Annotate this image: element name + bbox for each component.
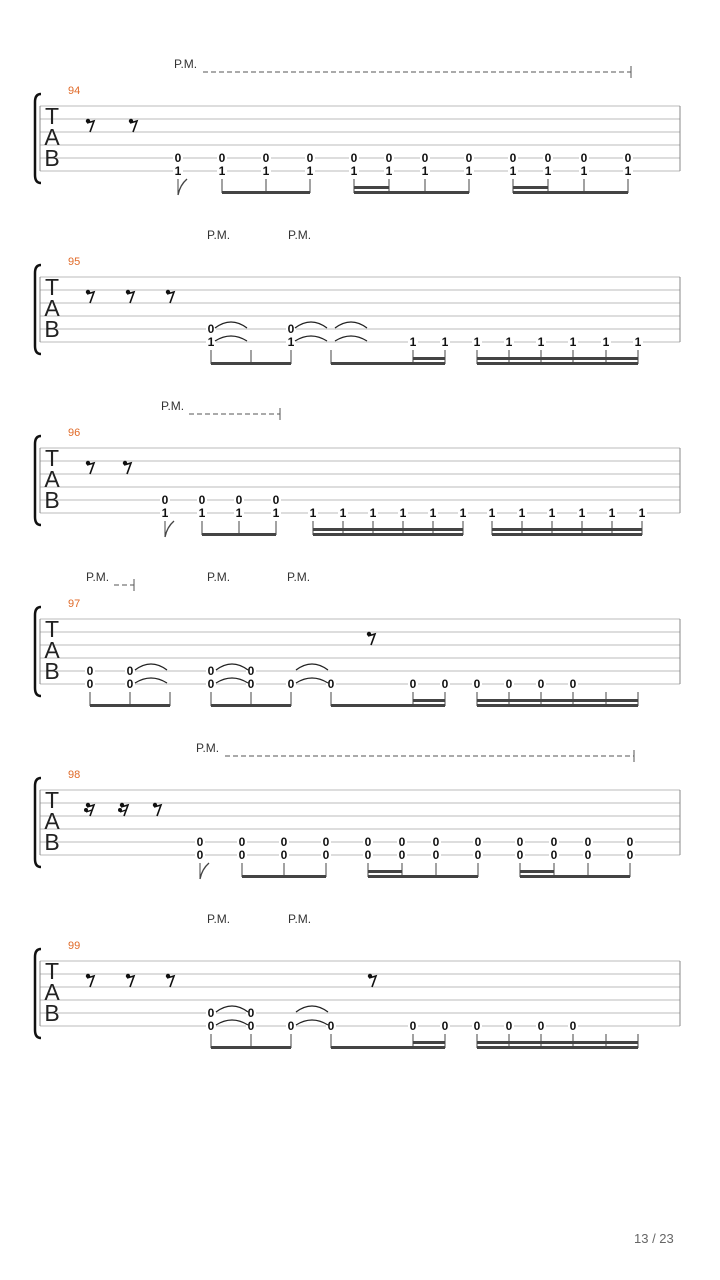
fret-number: 0: [516, 848, 524, 862]
tab-clef-letter: B: [44, 487, 60, 513]
tie-arc: [216, 1020, 248, 1025]
measure-number: 96: [68, 427, 81, 439]
fret-number: 0: [569, 1019, 577, 1033]
fret-number: 0: [473, 677, 481, 691]
fret-number: 1: [488, 506, 496, 520]
fret-number: 1: [634, 335, 642, 349]
fret-number: 1: [421, 164, 429, 178]
fret-number: 0: [364, 835, 372, 849]
fret-number: 0: [364, 848, 372, 862]
fret-number: 1: [580, 164, 588, 178]
note-beam: [222, 191, 310, 194]
fret-number: 0: [238, 835, 246, 849]
fret-number: 0: [280, 848, 288, 862]
fret-number: 0: [207, 322, 215, 336]
eighth-rest: [367, 632, 375, 645]
note-beam: [331, 362, 445, 365]
fret-number: 0: [544, 151, 552, 165]
fret-number: 0: [198, 493, 206, 507]
measure-number: 97: [68, 598, 81, 610]
eighth-rest: [123, 461, 131, 474]
fret-number: 1: [198, 506, 206, 520]
fret-number: 1: [409, 335, 417, 349]
fret-number: 0: [505, 677, 513, 691]
fret-number: 1: [306, 164, 314, 178]
fret-number: 0: [550, 835, 558, 849]
fret-number: 0: [235, 493, 243, 507]
note-beam: [477, 699, 638, 702]
fret-number: 0: [262, 151, 270, 165]
palm-mute-label: P.M.: [288, 228, 312, 242]
fret-number: 0: [207, 664, 215, 678]
fret-number: 1: [624, 164, 632, 178]
tab-clef-letter: T: [44, 445, 60, 471]
fret-number: 0: [537, 1019, 545, 1033]
fret-number: 0: [322, 835, 330, 849]
fret-number: 0: [287, 322, 295, 336]
fret-number: 0: [238, 848, 246, 862]
fret-number: 1: [309, 506, 317, 520]
tab-clef-letter: T: [44, 616, 60, 642]
palm-mute-label: P.M.: [207, 912, 231, 926]
eighth-rest: [86, 119, 94, 132]
fret-number: 1: [385, 164, 393, 178]
fret-number: 0: [207, 1006, 215, 1020]
note-beam: [513, 186, 548, 189]
eighth-rest: [129, 119, 137, 132]
note-flag: [178, 179, 187, 195]
fret-number: 1: [569, 335, 577, 349]
eighth-rest: [86, 974, 94, 987]
fret-number: 0: [569, 677, 577, 691]
fret-number: 0: [196, 835, 204, 849]
note-beam: [413, 357, 445, 360]
fret-number: 0: [550, 848, 558, 862]
tab-system-96: [35, 399, 680, 537]
palm-mute-label: P.M.: [207, 228, 231, 242]
note-beam: [202, 533, 276, 536]
tab-clef-letter: T: [44, 103, 60, 129]
fret-number: 1: [608, 506, 616, 520]
note-beam: [313, 528, 463, 531]
note-beam: [477, 357, 638, 360]
fret-number: 0: [196, 848, 204, 862]
tab-clef-letter: T: [44, 274, 60, 300]
eighth-rest: [84, 803, 94, 816]
tab-system-94: [35, 57, 680, 195]
fret-number: 0: [207, 1019, 215, 1033]
fret-number: 0: [584, 848, 592, 862]
fret-number: 0: [432, 848, 440, 862]
fret-number: 0: [280, 835, 288, 849]
tie-arc: [216, 1006, 248, 1012]
fret-number: 0: [327, 1019, 335, 1033]
fret-number: 1: [369, 506, 377, 520]
note-beam: [477, 1046, 638, 1049]
fret-number: 0: [327, 677, 335, 691]
fret-number: 1: [544, 164, 552, 178]
tab-clef-letter: A: [44, 124, 60, 150]
fret-number: 0: [474, 835, 482, 849]
fret-number: 0: [626, 848, 634, 862]
tie-arc: [335, 336, 367, 341]
tab-clef-letter: T: [44, 787, 60, 813]
fret-number: 0: [174, 151, 182, 165]
tie-arc: [296, 664, 328, 670]
fret-number: 0: [432, 835, 440, 849]
fret-number: 0: [247, 1006, 255, 1020]
fret-number: 0: [509, 151, 517, 165]
note-beam: [477, 704, 638, 707]
palm-mute-label: P.M.: [174, 57, 198, 71]
fret-number: 1: [465, 164, 473, 178]
fret-number: 0: [306, 151, 314, 165]
fret-number: 1: [578, 506, 586, 520]
tie-arc: [216, 678, 248, 683]
fret-number: 1: [459, 506, 467, 520]
fret-number: 1: [473, 335, 481, 349]
tab-clef-letter: B: [44, 316, 60, 342]
fret-number: 1: [602, 335, 610, 349]
palm-mute-label: P.M.: [86, 570, 110, 584]
fret-number: 1: [174, 164, 182, 178]
eighth-rest: [126, 290, 134, 303]
eighth-rest: [368, 974, 376, 987]
tab-clef-letter: B: [44, 145, 60, 171]
page-number: 13 / 23: [634, 1231, 674, 1246]
tab-clef-letter: B: [44, 658, 60, 684]
fret-number: 0: [441, 1019, 449, 1033]
note-beam: [354, 191, 469, 194]
fret-number: 0: [218, 151, 226, 165]
eighth-rest: [153, 803, 161, 816]
fret-number: 1: [505, 335, 513, 349]
fret-number: 0: [516, 835, 524, 849]
note-beam: [513, 191, 628, 194]
note-beam: [313, 533, 463, 536]
fret-number: 1: [235, 506, 243, 520]
eighth-rest: [118, 803, 128, 816]
palm-mute-label: P.M.: [207, 570, 231, 584]
palm-mute-label: P.M.: [161, 399, 185, 413]
note-beam: [520, 875, 630, 878]
tie-arc: [296, 678, 328, 683]
fret-number: 1: [638, 506, 646, 520]
palm-mute-label: P.M.: [196, 741, 220, 755]
eighth-rest: [166, 974, 174, 987]
tie-arc: [295, 336, 327, 341]
tab-clef-letter: A: [44, 637, 60, 663]
tie-arc: [296, 1006, 328, 1012]
fret-number: 0: [272, 493, 280, 507]
note-flag: [200, 863, 209, 879]
note-beam: [211, 1046, 291, 1049]
fret-number: 0: [247, 664, 255, 678]
fret-number: 0: [322, 848, 330, 862]
tab-system-99: [35, 912, 680, 1049]
fret-number: 1: [429, 506, 437, 520]
fret-number: 0: [287, 1019, 295, 1033]
fret-number: 0: [350, 151, 358, 165]
fret-number: 0: [161, 493, 169, 507]
fret-number: 0: [287, 677, 295, 691]
note-beam: [492, 533, 642, 536]
measure-number: 99: [68, 940, 81, 952]
note-beam: [413, 1041, 445, 1044]
measure-number: 94: [68, 85, 81, 97]
fret-number: 1: [207, 335, 215, 349]
fret-number: 0: [247, 677, 255, 691]
fret-number: 0: [126, 677, 134, 691]
fret-number: 1: [441, 335, 449, 349]
fret-number: 0: [86, 677, 94, 691]
note-beam: [368, 875, 478, 878]
tab-system-97: [35, 570, 680, 707]
fret-number: 1: [537, 335, 545, 349]
note-beam: [211, 362, 291, 365]
fret-number: 0: [624, 151, 632, 165]
fret-number: 1: [272, 506, 280, 520]
note-beam: [477, 1041, 638, 1044]
fret-number: 0: [126, 664, 134, 678]
eighth-rest: [126, 974, 134, 987]
tab-clef-letter: A: [44, 808, 60, 834]
fret-number: 0: [385, 151, 393, 165]
fret-number: 1: [339, 506, 347, 520]
fret-number: 0: [421, 151, 429, 165]
tie-arc: [216, 664, 248, 670]
note-flag: [165, 521, 174, 537]
fret-number: 1: [399, 506, 407, 520]
fret-number: 1: [218, 164, 226, 178]
note-beam: [331, 1046, 445, 1049]
fret-number: 0: [409, 1019, 417, 1033]
fret-number: 0: [441, 677, 449, 691]
fret-number: 0: [537, 677, 545, 691]
note-beam: [477, 362, 638, 365]
tab-system-98: [35, 741, 680, 879]
fret-number: 0: [86, 664, 94, 678]
fret-number: 1: [350, 164, 358, 178]
tab-clef-letter: A: [44, 295, 60, 321]
note-beam: [90, 704, 170, 707]
fret-number: 1: [262, 164, 270, 178]
fret-number: 1: [161, 506, 169, 520]
note-beam: [413, 699, 445, 702]
fret-number: 0: [474, 848, 482, 862]
fret-number: 0: [626, 835, 634, 849]
note-beam: [331, 704, 445, 707]
note-beam: [520, 870, 554, 873]
note-beam: [242, 875, 326, 878]
eighth-rest: [166, 290, 174, 303]
fret-number: 0: [207, 677, 215, 691]
tab-system-95: [35, 228, 680, 365]
tie-arc: [135, 664, 167, 670]
fret-number: 1: [287, 335, 295, 349]
note-beam: [354, 186, 389, 189]
tab-clef-letter: A: [44, 979, 60, 1005]
tie-arc: [335, 322, 367, 328]
fret-number: 1: [548, 506, 556, 520]
fret-number: 1: [518, 506, 526, 520]
tab-clef-letter: A: [44, 466, 60, 492]
fret-number: 0: [584, 835, 592, 849]
fret-number: 0: [247, 1019, 255, 1033]
measure-number: 98: [68, 769, 81, 781]
measure-number: 95: [68, 256, 81, 268]
tab-clef-letter: T: [44, 958, 60, 984]
palm-mute-label: P.M.: [287, 570, 311, 584]
tab-clef-letter: B: [44, 1000, 60, 1026]
note-beam: [211, 704, 291, 707]
fret-number: 0: [409, 677, 417, 691]
fret-number: 0: [505, 1019, 513, 1033]
tab-clef-letter: B: [44, 829, 60, 855]
fret-number: 1: [509, 164, 517, 178]
tie-arc: [295, 322, 327, 328]
note-beam: [492, 528, 642, 531]
tie-arc: [215, 336, 247, 341]
fret-number: 0: [398, 835, 406, 849]
tie-arc: [135, 678, 167, 683]
fret-number: 0: [580, 151, 588, 165]
palm-mute-label: P.M.: [288, 912, 312, 926]
note-beam: [368, 870, 402, 873]
eighth-rest: [86, 290, 94, 303]
fret-number: 0: [465, 151, 473, 165]
eighth-rest: [86, 461, 94, 474]
fret-number: 0: [473, 1019, 481, 1033]
tie-arc: [296, 1020, 328, 1025]
tie-arc: [215, 322, 247, 328]
fret-number: 0: [398, 848, 406, 862]
